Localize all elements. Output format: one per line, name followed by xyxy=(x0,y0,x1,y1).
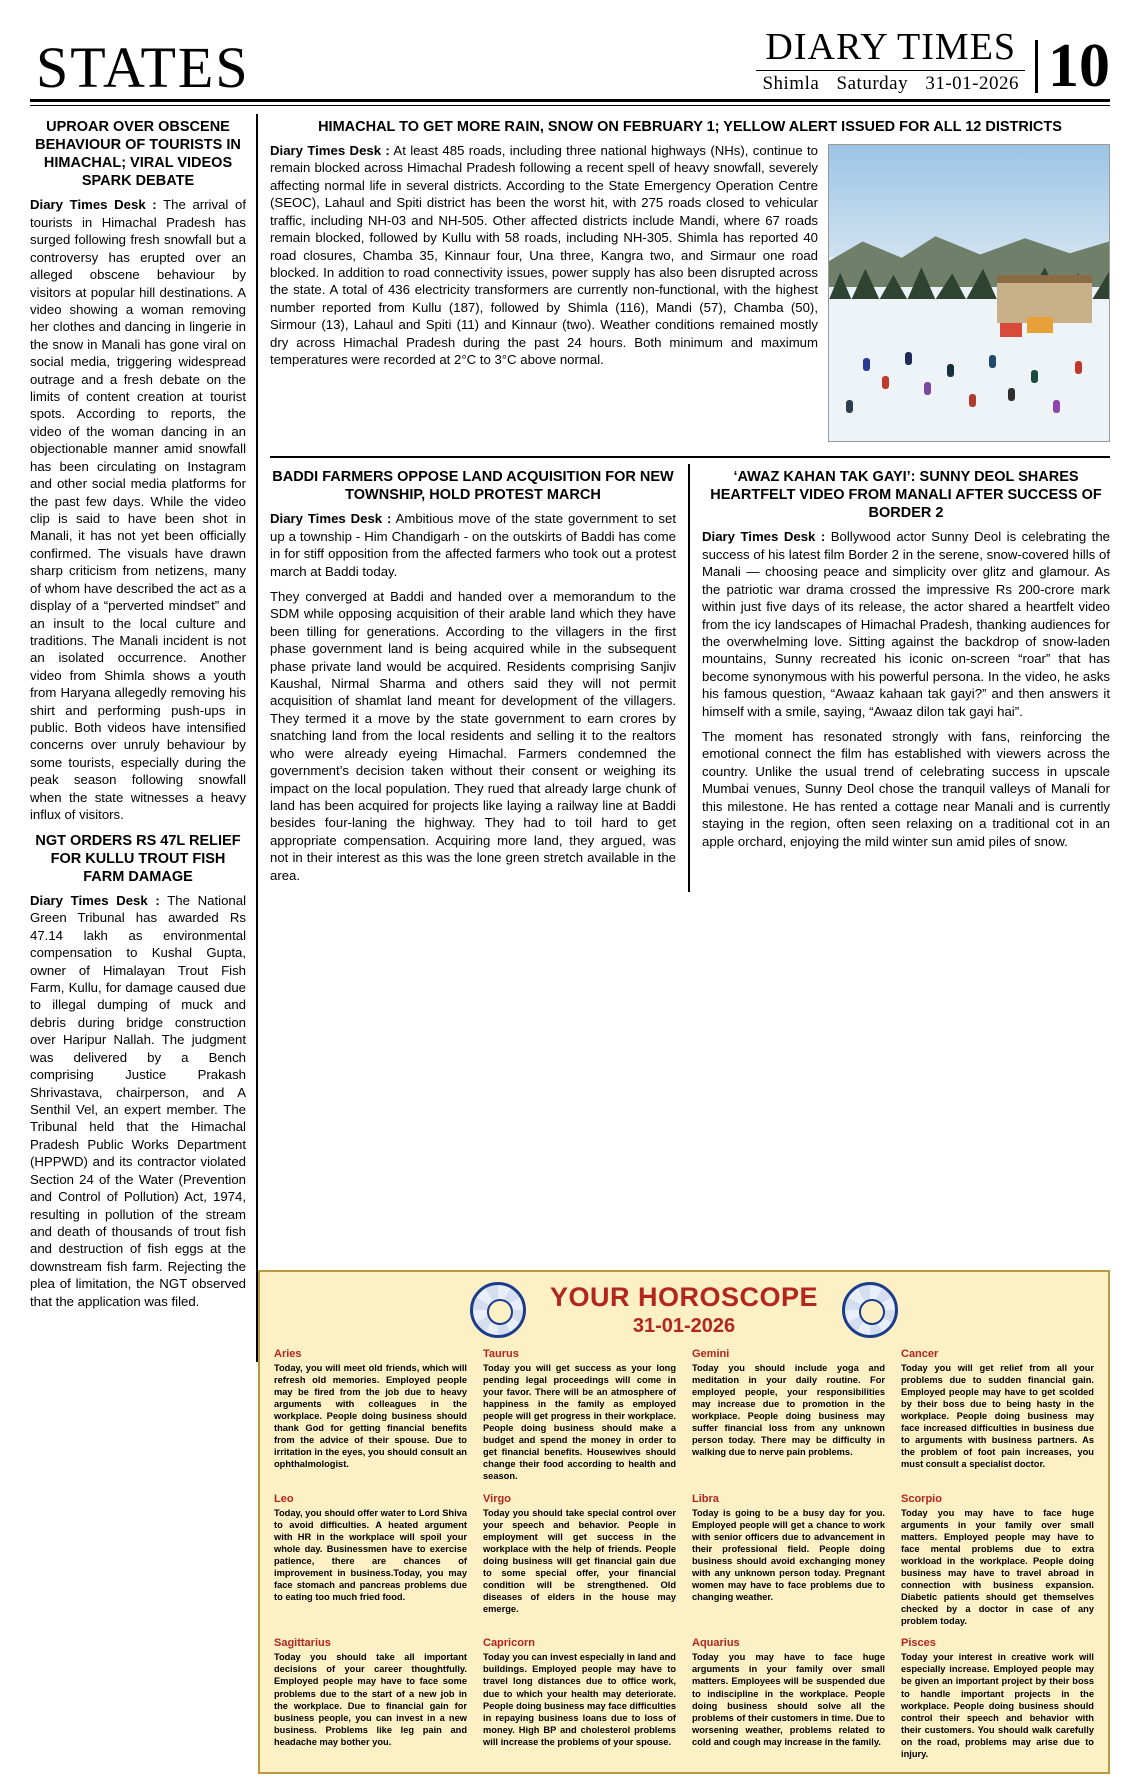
sign-name: Aries xyxy=(274,1347,302,1360)
sign-text: Today is going to be a busy day for you. Employed people will get a chance to work with senior officers due to advancement in their professional field. People doing business should avoid exchanging money with any unknown person today. Pregnant women may have to face problems due to changing weather. xyxy=(692,1507,885,1603)
horoscope-sign xyxy=(274,1493,467,1628)
photo-person xyxy=(863,358,870,371)
article-baddi-p1 xyxy=(270,510,676,580)
byline: Diary Times Desk : xyxy=(702,529,826,545)
photo-person xyxy=(905,352,912,365)
dateline-city: Shimla xyxy=(762,72,820,94)
article-sunny-p1 xyxy=(702,528,1110,720)
sign-text: Today you should take all important decisions of your career thoughtfully. Employed people may have to face some problems due to the start of a new job in the workplace. Due to financial gain for business people, you can invest in a new business. Problems like leg pain and headache may bother you. xyxy=(274,1652,467,1747)
sign-text: Today, you will meet old friends, which will refresh old memories. Employed people may be fired from the job due to heavy arguments with colleagues in the workplace. People doing business should thank God for getting financial benefits from the advice of their spouse. Due to irritation in the eyes, you should consult an ophthalmologist. xyxy=(274,1362,467,1470)
horoscope-sign xyxy=(483,1637,676,1760)
headline-sunny-deol: ‘AWAZ KAHAN TAK GAYI’: SUNNY DEOL SHARES HEARTFELT VIDEO FROM MANALI AFTER SUCCESS OF BORDER 2 xyxy=(710,469,1102,522)
sign-name: Capricorn xyxy=(483,1637,535,1650)
dateline-day: Saturday xyxy=(836,72,909,94)
sign-name: Cancer xyxy=(901,1347,939,1360)
article-body: The arrival of tourists in Himachal Pradesh has surged following fresh snowfall but a controversy has erupted over an alleged obscene behaviour by visitors at popular hill destinations. A video showing a woman removing her clothes and dancing in lingerie in the snow in Manali has gone viral on social media, triggering widespread outrage and a fresh debate on the limits of content creation at tourist spots. According to reports, the video of the woman dancing in an objectionable manner amid snowfall has been circulating on Instagram and other social media platforms for the past few days. While the video clip is said to have been shot in Manali, it has not yet been officially confirmed. The visuals have drawn sharp criticism from netizens, many of whom have described the act as a display of a “perverted mindset” and an insult to the local culture and traditions. The Manali incident is not an isolated occurrence. Another video from Shimla shows a youth from Haryana allegedly removing his shirt and performing push-ups in public. Both videos have intensified concerns over unruly behaviour by some tourists, especially during the peak season following snowfall when the state witnesses a heavy influx of visitors. xyxy=(30,197,246,823)
section-divider xyxy=(270,456,1110,458)
horoscope-sign xyxy=(483,1493,676,1628)
section-title: STATES xyxy=(36,34,250,100)
sign-name: Sagittarius xyxy=(274,1637,331,1650)
article-body: Ambitious move of the state government to set up a township - Him Chandigarh - on the outskirts of Baddi has come in for stiff opposition from the affected farmers who took out a protest march at Baddi today. xyxy=(270,511,676,579)
weather-photo xyxy=(828,144,1110,442)
sign-text: Today you will get success as your long pending legal proceedings will come in your favor. There will be an atmosphere of happiness in the family as employed people will get progress in their workplace. People doing business should make a budget and spend the money in order to get financial benefits. Housewives should change their food according to health and season. xyxy=(483,1362,676,1482)
article-body: Bollywood actor Sunny Deol is celebrating the success of his latest film Border 2 in the serene, snow-covered hills of Manali — choosing peace and simplicity over glitz and glamour. As the patriotic war drama crossed the impressive Rs 200-crore mark within just five days of its release, the actor shared a heartfelt video from the icy landscapes of Himachal Pradesh, thanking audiences for the overwhelming love. Sitting against the backdrop of snow-laden mountains, Sunny recreated his iconic on-screen “roar” that has become synonymous with his powerful persona. In the video, he asks his famous question, “Awaaz kahaan tak gayi?” and then answers it himself with a smile, saying, “Awaaz dilon tak gayi hai”. xyxy=(702,529,1110,719)
horoscope-sign xyxy=(274,1348,467,1483)
brand-dateline xyxy=(756,70,1025,95)
photo-lodge xyxy=(997,275,1092,322)
horoscope-sign xyxy=(901,1637,1094,1760)
masthead-rule xyxy=(30,105,1110,106)
zodiac-wheel-icon xyxy=(470,1282,526,1338)
article-body: The National Green Tribunal has awarded Rs 47.14 lakh as environmental compensation to Kushal Gupta, owner of Himalayan Trout Fish Farm, Kullu, for damage caused due to illegal dumping of muck and debris during bridge construction over Haripur Nallah. The judgment was delivered by a Bench comprising Justice Prakash Shrivastava, chairperson, and A Senthil Vel, an expert member. The Tribunal held that the Himachal Pradesh Public Works Department (HPPWD) and its contractor violated Section 24 of the Water (Prevention and Control of Pollution) Act, 1974, resulting in pollution of the stream and death of thousands of trout fish and destruction of fish eggs at the downstream fish farm. Rejecting the plea of limitation, the NGT observed that the application was filed. xyxy=(30,892,247,1309)
story-sunny-deol xyxy=(690,464,1110,892)
horoscope-header xyxy=(274,1282,1094,1338)
sign-name: Gemini xyxy=(692,1347,730,1360)
photo-person xyxy=(1075,361,1082,374)
article-ngt xyxy=(30,892,246,1310)
brand-block xyxy=(756,26,1110,101)
photo-person xyxy=(924,382,931,395)
page-number: 10 xyxy=(1035,40,1110,93)
photo-person xyxy=(882,376,889,389)
horoscope-sign xyxy=(901,1493,1094,1628)
sign-name: Taurus xyxy=(483,1347,519,1360)
article-tourists xyxy=(30,196,246,823)
horoscope-title: YOUR HOROSCOPE xyxy=(549,1281,819,1312)
horoscope-sign xyxy=(692,1493,885,1628)
sign-text: Today you may have to face huge arguments in your family over small matters. Employed people may have to face mental problems due to extra workload in the workplace. People doing business may have to travel abroad in connection with business expansion. Diabetic patients should get themselves checked by a doctor in case of any problem today. xyxy=(901,1507,1094,1627)
sign-name: Pisces xyxy=(901,1637,936,1650)
lower-stories xyxy=(270,464,1110,892)
horoscope-sign xyxy=(274,1637,467,1760)
sign-name: Aquarius xyxy=(692,1637,740,1650)
byline: Diary Times Desk : xyxy=(270,511,392,527)
horoscope-sign xyxy=(692,1348,885,1483)
photo-person xyxy=(969,394,976,407)
headline-weather: HIMACHAL TO GET MORE RAIN, SNOW ON FEBRUARY 1; YELLOW ALERT ISSUED FOR ALL 12 DISTRICTS xyxy=(318,118,1062,135)
sign-text: Today, you should offer water to Lord Shiva to avoid difficulties. A heated argument with HR in the workplace will spoil your whole day. Businessmen have to exercise patience, there are chances of improvement in business.Today, you may face stomach and pancreas problems due to eating too much fried food. xyxy=(274,1507,467,1603)
article-baddi-p2: They converged at Baddi and handed over a memorandum to the SDM while opposing acquisition of their arable land which they have been tilling for generations. According to the villagers in the first phase government land is being acquired while in the subsequent phase private land would be acquired. Residents comprising Sanjiv Kaushal, Nirmal Sharma and others said they will not permit acquisition of shamlat land meant for development of the villagers. They termed it a move by the state government to earn crores by snatching land from the local residents and selling it to the realtors who were already eyeing Himachal. Farmers condemned the government’s decision taken without their consent or weighing its impact on the local population. They rued that already large chunk of land has been acquired for projects like laying a railway line at Baddi besides four-laning the highway. They had to toil hard to get appropriate compensation. Acquiring more land, they argued, was not in their interest as this was the lone green stretch available in the area. xyxy=(270,588,676,883)
photo-person xyxy=(1053,400,1060,413)
article-sunny-p2: The moment has resonated strongly with fans, reinforcing the emotional connect the film has established with viewers across the country. Unlike the usual trend of celebrating success in upscale Mumbai venues, Sunny Deol chose the tranquil valleys of Manali for this milestone. He has rented a cottage near Manali and is currently staying in the region, often seen relaxing on a traditional cot in an apple orchard, enjoying the mild winter sun amid piles of snow. xyxy=(702,729,1110,849)
right-column xyxy=(258,114,1110,1362)
photo-flag xyxy=(1000,323,1022,337)
sign-name: Scorpio xyxy=(901,1492,942,1505)
sign-text: Today your interest in creative work will especially increase. Employed people may be given an important project by their boss to handle important projects in the workplace. People doing business should control their speech and behavior with their customers. You should walk carefully on the road, problems may arise due to injury. xyxy=(901,1652,1094,1759)
brand-name: DIARY TIMES xyxy=(765,26,1017,68)
sign-text: Today you should take special control over your speech and behavior. People in employment will get success in the workplace with the help of friends. People doing business will get financial gain due to some special offer, your financial condition will be strengthened. Old diseases of elders in the house may emerge. xyxy=(483,1507,676,1615)
headline-ngt: NGT ORDERS RS 47L RELIEF FOR KULLU TROUT FISH FARM DAMAGE xyxy=(35,832,241,885)
horoscope-sign xyxy=(692,1637,885,1760)
masthead xyxy=(30,28,1110,102)
sign-text: Today you should include yoga and meditation in your daily routine. For employed people, your responsibilities may increase due to promotion in the workplace. People doing business may suffer financial loss from any unknown person today. There may be difficulty in walking due to nerve pain problems. xyxy=(692,1362,885,1458)
horoscope-sign xyxy=(901,1348,1094,1483)
story-baddi xyxy=(270,464,690,892)
headline-baddi: BADDI FARMERS OPPOSE LAND ACQUISITION FOR NEW TOWNSHIP, HOLD PROTEST MARCH xyxy=(272,469,674,504)
horoscope-sign xyxy=(483,1348,676,1483)
sign-name: Leo xyxy=(274,1492,294,1505)
sign-name: Virgo xyxy=(483,1492,511,1505)
photo-person xyxy=(1008,388,1015,401)
zodiac-wheel-icon xyxy=(842,1282,898,1338)
left-column xyxy=(30,114,258,1362)
horoscope-date: 31-01-2026 xyxy=(632,1314,736,1337)
byline: Diary Times Desk : xyxy=(270,143,390,159)
byline: Diary Times Desk : xyxy=(30,197,157,213)
byline: Diary Times Desk : xyxy=(30,892,160,908)
sign-text: Today you will get relief from all your problems due to sudden financial gain. Employed people may have to get scolded by their boss due to being hasty in the workplace. People doing business may face increased difficulties in business due to arguments with business partners. As the problem of foot pain increases, you must consult a specialist doctor. xyxy=(901,1362,1094,1470)
headline-tourists: UPROAR OVER OBSCENE BEHAVIOUR OF TOURISTS IN HIMACHAL; VIRAL VIDEOS SPARK DEBATE xyxy=(35,118,241,190)
sign-text: Today you may have to face huge arguments in your family over small matters. Employees will be suspended due to indiscipline in the workplace. People doing business should solve all the problems of their customers in time. Due to worsening weather, problems related to cold and cough may increase in the family. xyxy=(692,1652,885,1747)
sign-name: Libra xyxy=(692,1492,719,1505)
photo-sky xyxy=(829,145,1109,257)
photo-flag xyxy=(1027,317,1053,333)
story-weather xyxy=(270,118,1110,448)
article-body: At least 485 roads, including three national highways (NHs), continue to remain blocked across Himachal Pradesh following a recent spell of heavy snowfall, severely affecting normal life in several districts. According to the State Emergency Operation Centre (SEOC), Lahaul and Spiti district has been the worst hit, with 275 roads closed to vehicular traffic, including NH-03 and NH-505. Other affected districts include Mandi, where 67 roads remain blocked, followed by Kullu with 58 roads, including NH-305. Shimla has reported 40 road closures, Chamba 35, Kinnaur four, Una three, Kangra two, and Sirmaur one road blocked. In addition to road connectivity issues, power supply has also been disrupted across the state. A total of 436 electricity transformers are currently non-functional, with the highest number reported from Kullu (187), followed by Shimla (116), Mandi (57), Chamba (50), Sirmour (13), Lahaul and Spiti (11) and Kinnaur (two). Weather conditions remained mostly dry across Himachal Pradesh during the past 24 hours. Both minimum and maximum temperatures were recorded at 2°C to 3°C above normal. xyxy=(270,143,818,368)
photo-person xyxy=(989,355,996,368)
dateline-date: 31-01-2026 xyxy=(925,72,1019,94)
page-body xyxy=(30,114,1110,1362)
horoscope-panel xyxy=(258,1270,1110,1774)
sign-text: Today you can invest especially in land and buildings. Employed people may have to travel long distances due to office work, due to which your health may deteriorate. People doing business may face difficulties in repaying business loans due to loss of money. High BP and cholesterol problems will increase the problems of your spouse. xyxy=(483,1652,676,1747)
horoscope-grid xyxy=(274,1348,1094,1760)
photo-person xyxy=(947,364,954,377)
photo-person xyxy=(846,400,853,413)
photo-person xyxy=(1031,370,1038,383)
